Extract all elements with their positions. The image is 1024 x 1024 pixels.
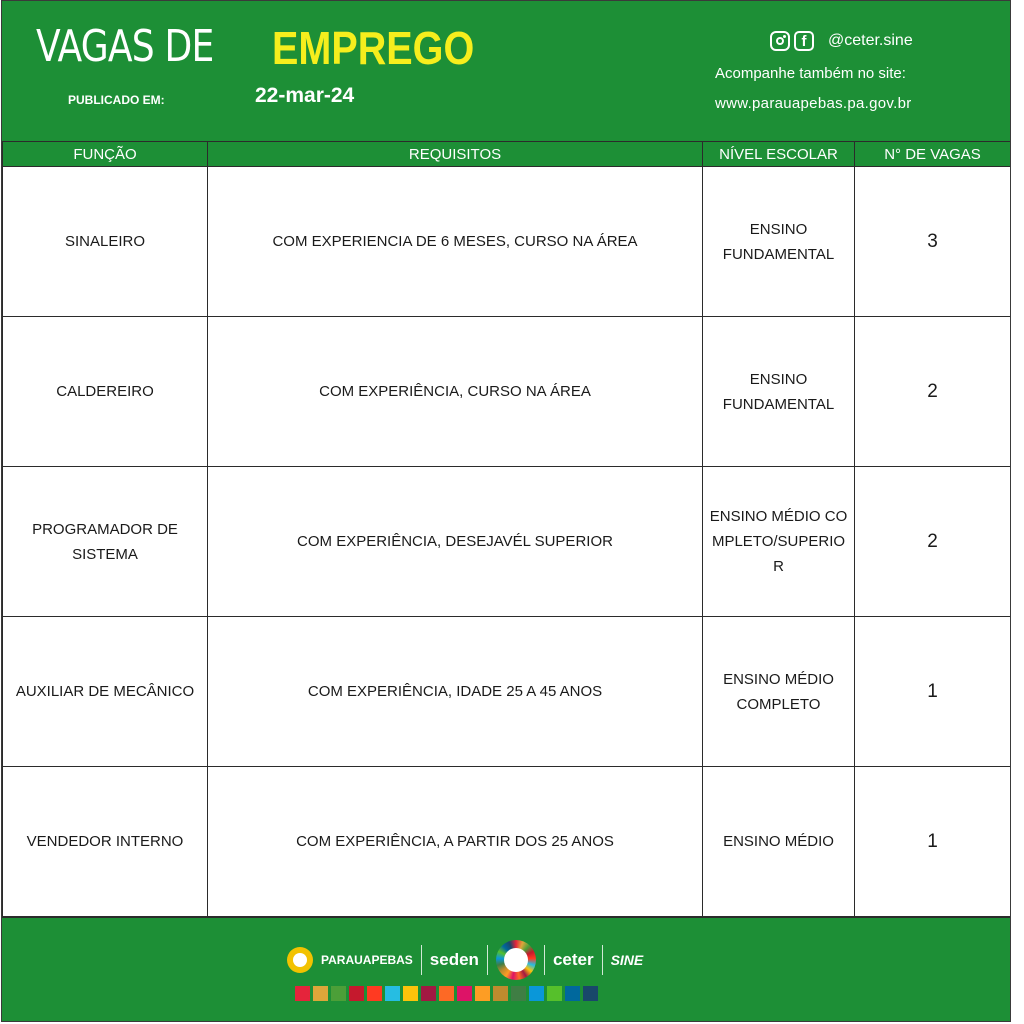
header-banner	[2, 1, 1010, 141]
cell-nivel: ENSINO MÉDIO COMPLETO/SUPERIOR	[703, 467, 855, 617]
logo-divider	[421, 945, 422, 975]
table-row	[3, 467, 1011, 617]
column-header-nivel-escolar: NÍVEL ESCOLAR	[703, 142, 855, 167]
sdg-goal-icon	[295, 986, 310, 1001]
sdg-goal-icon	[385, 986, 400, 1001]
follow-text: Acompanhe também no site:	[715, 65, 906, 82]
sdg-goal-icon	[547, 986, 562, 1001]
jobs-table	[2, 141, 1011, 917]
table-header-row	[3, 142, 1011, 167]
social-links	[770, 31, 913, 51]
sdg-goal-icon	[349, 986, 364, 1001]
cell-vagas: 2	[855, 317, 1011, 467]
cell-nivel: ENSINO MÉDIO	[703, 767, 855, 917]
cell-requisitos: COM EXPERIÊNCIA, DESEJAVÉL SUPERIOR	[208, 467, 703, 617]
cell-funcao: AUXILIAR DE MECÂNICO	[3, 617, 208, 767]
cell-funcao: SINALEIRO	[3, 167, 208, 317]
facebook-icon[interactable]: f	[794, 31, 814, 51]
social-handle[interactable]: @ceter.sine	[828, 32, 913, 49]
sdg-goal-icon	[457, 986, 472, 1001]
sdg-goal-icon	[313, 986, 328, 1001]
cell-requisitos: COM EXPERIENCIA DE 6 MESES, CURSO NA ÁREA	[208, 167, 703, 317]
instagram-icon[interactable]	[770, 31, 790, 51]
logo-seden: seden	[429, 950, 479, 969]
sdg-goal-icon	[439, 986, 454, 1001]
website-link[interactable]: www.parauapebas.pa.gov.br	[715, 95, 912, 112]
logo-sine: SINE	[610, 952, 644, 968]
cell-requisitos: COM EXPERIÊNCIA, CURSO NA ÁREA	[208, 317, 703, 467]
job-listing-poster	[1, 0, 1011, 1022]
cell-vagas: 1	[855, 767, 1011, 917]
sdg-goal-icon	[421, 986, 436, 1001]
cell-vagas: 2	[855, 467, 1011, 617]
sdg-goal-icon	[565, 986, 580, 1001]
logo-divider	[487, 945, 488, 975]
table-row	[3, 767, 1011, 917]
sdg-goal-icon	[367, 986, 382, 1001]
title-emprego: EMPREGO	[272, 22, 475, 74]
column-header-vagas: N° DE VAGAS	[855, 142, 1011, 167]
column-header-requisitos: REQUISITOS	[208, 142, 703, 167]
sdg-goal-icon	[475, 986, 490, 1001]
prefeitura-logo-icon	[287, 947, 313, 973]
cell-requisitos: COM EXPERIÊNCIA, A PARTIR DOS 25 ANOS	[208, 767, 703, 917]
sdg-icons-row	[295, 986, 598, 1001]
published-date: 22-mar-24	[255, 84, 355, 107]
cell-requisitos: COM EXPERIÊNCIA, IDADE 25 A 45 ANOS	[208, 617, 703, 767]
cell-vagas: 1	[855, 617, 1011, 767]
partner-logos	[287, 940, 643, 980]
table-row	[3, 617, 1011, 767]
sdg-goal-icon	[331, 986, 346, 1001]
desenvolve-ring-icon	[496, 940, 536, 980]
sdg-goal-icon	[583, 986, 598, 1001]
title-vagas-de: VAGAS DE	[36, 21, 214, 72]
column-header-funcao: FUNÇÃO	[3, 142, 208, 167]
logo-ceter: ceter	[552, 950, 594, 969]
table-row	[3, 317, 1011, 467]
sdg-goal-icon	[511, 986, 526, 1001]
cell-funcao: PROGRAMADOR DE SISTEMA	[3, 467, 208, 617]
cell-nivel: ENSINO FUNDAMENTAL	[703, 317, 855, 467]
cell-funcao: VENDEDOR INTERNO	[3, 767, 208, 917]
footer-banner	[2, 917, 1010, 1022]
table-row	[3, 167, 1011, 317]
logo-prefeitura: PARAUAPEBAS	[321, 953, 413, 967]
cell-nivel: ENSINO FUNDAMENTAL	[703, 167, 855, 317]
logo-divider	[544, 945, 545, 975]
logo-divider	[602, 945, 603, 975]
sdg-goal-icon	[529, 986, 544, 1001]
cell-nivel: ENSINO MÉDIO COMPLETO	[703, 617, 855, 767]
cell-vagas: 3	[855, 167, 1011, 317]
cell-funcao: CALDEREIRO	[3, 317, 208, 467]
sdg-goal-icon	[493, 986, 508, 1001]
sdg-goal-icon	[403, 986, 418, 1001]
published-label: PUBLICADO EM:	[68, 93, 165, 107]
